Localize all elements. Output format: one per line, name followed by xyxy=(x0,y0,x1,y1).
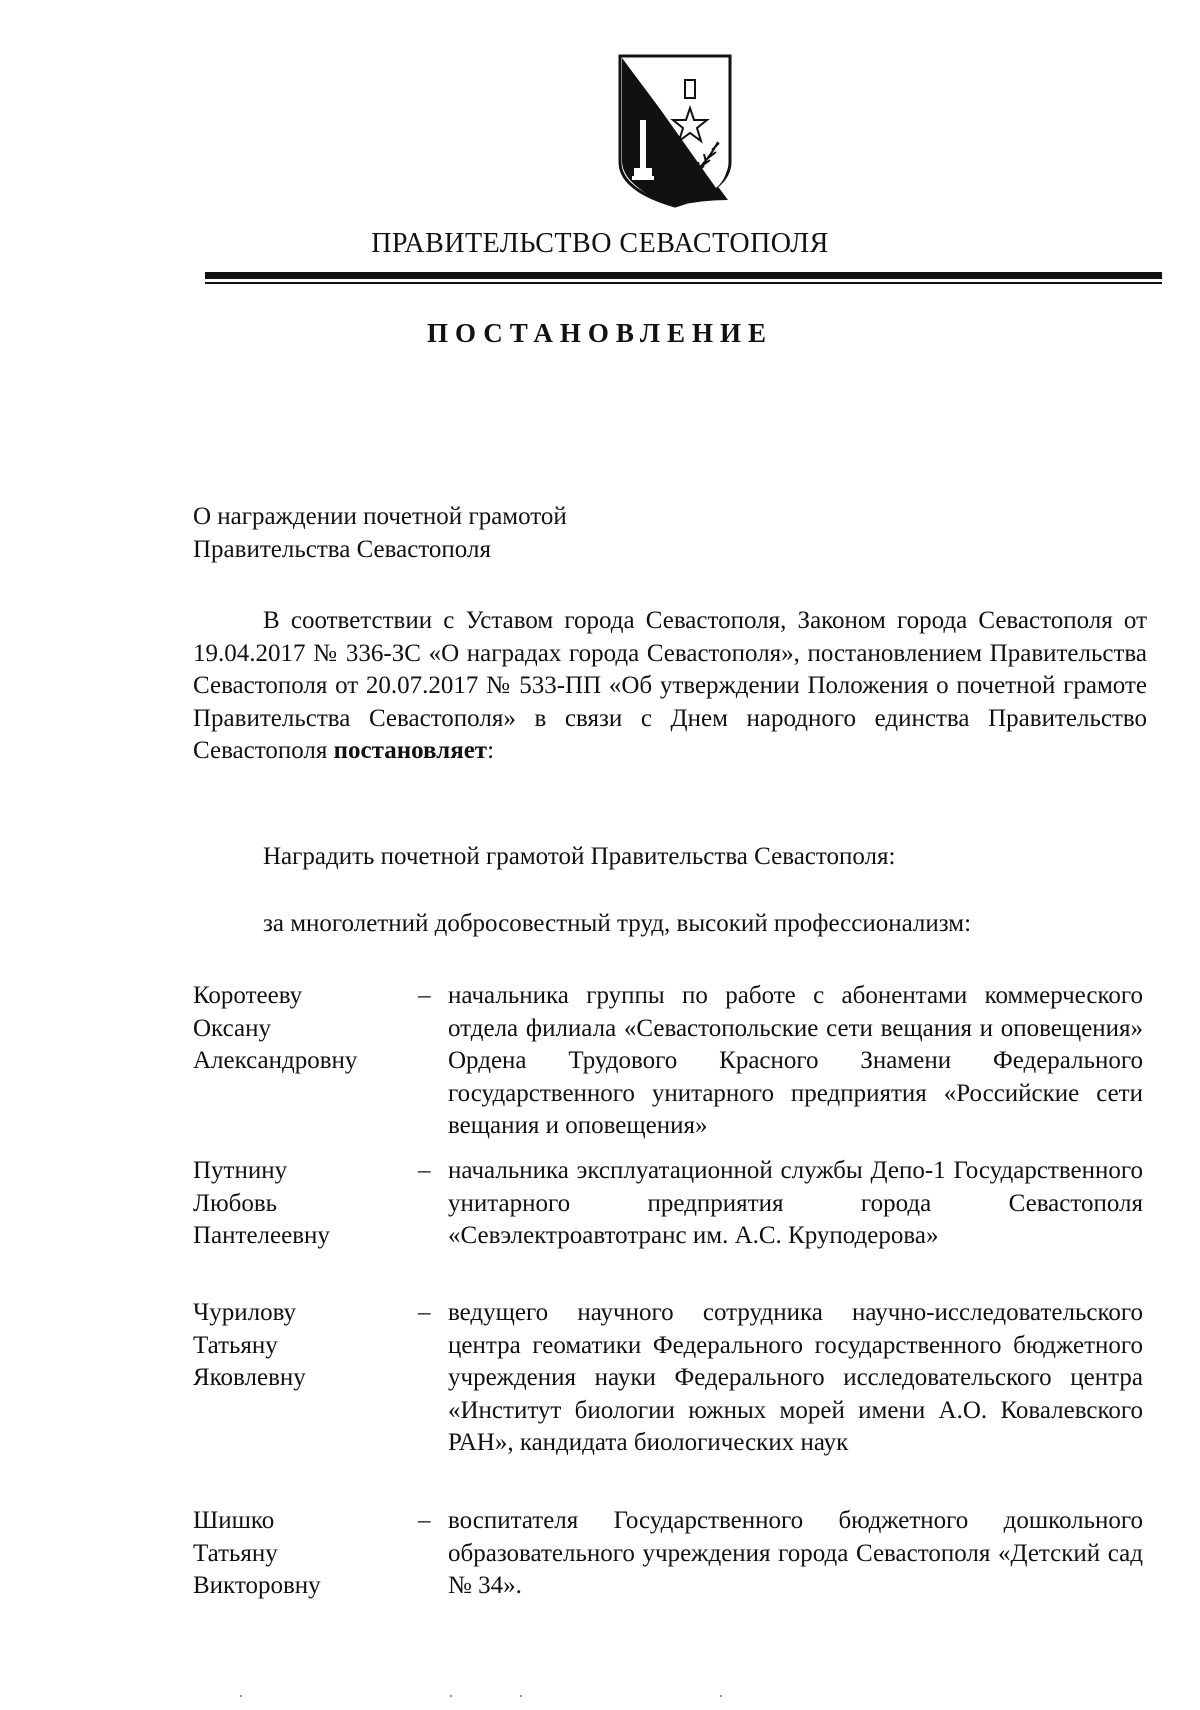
document-subject xyxy=(193,500,567,566)
awardee-name xyxy=(193,980,413,1078)
awardee-description: ведущего научного сотрудника научно-исследовательского центра геоматики Федерального государственного бюджетного учреждения науки Федерального исследовательского центра «Институт биологии южных морей имени А.О. Ковалевского РАН», кандидата биологических наук xyxy=(448,1299,1143,1456)
awardee-name xyxy=(193,1297,413,1395)
awardee-name xyxy=(193,1505,413,1603)
preamble-emphasis: постановляет xyxy=(333,737,488,764)
awardee-dash: – xyxy=(418,1157,431,1184)
resolution-line: Наградить почетной грамотой Правительства Севастополя: xyxy=(263,843,896,870)
reason-line: за многолетний добросовестный труд, высокий профессионализм: xyxy=(263,910,972,937)
awardee-dash: – xyxy=(418,1507,431,1534)
coat-of-arms-emblem xyxy=(612,50,738,212)
awardee-first-name: Татьяну xyxy=(193,1331,278,1359)
awardee-patronymic: Александровну xyxy=(193,1047,358,1074)
awardee-first-name: Татьяну xyxy=(193,1539,278,1567)
scan-artifact-marks xyxy=(240,1693,940,1699)
organization-title: ПРАВИТЕЛЬСТВО СЕВАСТОПОЛЯ xyxy=(371,228,829,259)
awardee-description: начальника эксплуатационной службы Депо-1 Государственного унитарного предприятия города Севастополя «Севэлектроавтотранс им. А.С. Круподерова» xyxy=(448,1157,1143,1249)
awardee-surname: Коротееву xyxy=(193,982,303,1009)
awardee-description: начальника группы по работе с абонентами коммерческого отдела филиала «Севастопольские сети вещания и оповещения» Ордена Трудового Красного Знамени Федерального государственного унитарного предприятия «Российские сети вещания и оповещения» xyxy=(448,982,1143,1139)
subject-line-1: О награждении почетной грамотой xyxy=(193,503,567,530)
awardee-patronymic: Яковлевну xyxy=(193,1364,306,1391)
awardee-surname: Шишко xyxy=(193,1507,275,1534)
awardee-description: воспитателя Государственного бюджетного дошкольного образовательного учреждения города Севастополя «Детский сад № 34». xyxy=(448,1507,1143,1599)
awardee-surname: Путнину xyxy=(193,1157,288,1184)
awardee-dash: – xyxy=(418,982,431,1009)
preamble-paragraph xyxy=(193,605,1147,768)
awardee-first-name: Любовь xyxy=(193,1189,278,1217)
document-type-heading: ПОСТАНОВЛЕНИЕ xyxy=(426,318,774,348)
header-rule-thick xyxy=(205,272,1162,279)
awardee-name xyxy=(193,1155,413,1253)
subject-line-2: Правительства Севастополя xyxy=(193,536,491,563)
awardee-first-name: Оксану xyxy=(193,1014,271,1042)
preamble-tail: : xyxy=(487,737,495,764)
awardee-patronymic: Викторовну xyxy=(193,1572,321,1599)
header-rule-thin xyxy=(205,282,1162,284)
awardee-patronymic: Пантелеевну xyxy=(193,1222,330,1249)
awardee-surname: Чурилову xyxy=(193,1299,297,1326)
awardee-dash: – xyxy=(418,1299,431,1326)
preamble-text: В соответствии с Уставом города Севастополя, Законом города Севастополя от 19.04.2017 № 336-ЗС «О наградах города Севастополя», постановлением Правительства Севастополя от 20.07.2017 № 533-ПП «Об утверждении Положения о почетной грамоте Правительства Севастополя» в связи с Днем народного единства Правительство Севастополя xyxy=(193,607,1147,764)
